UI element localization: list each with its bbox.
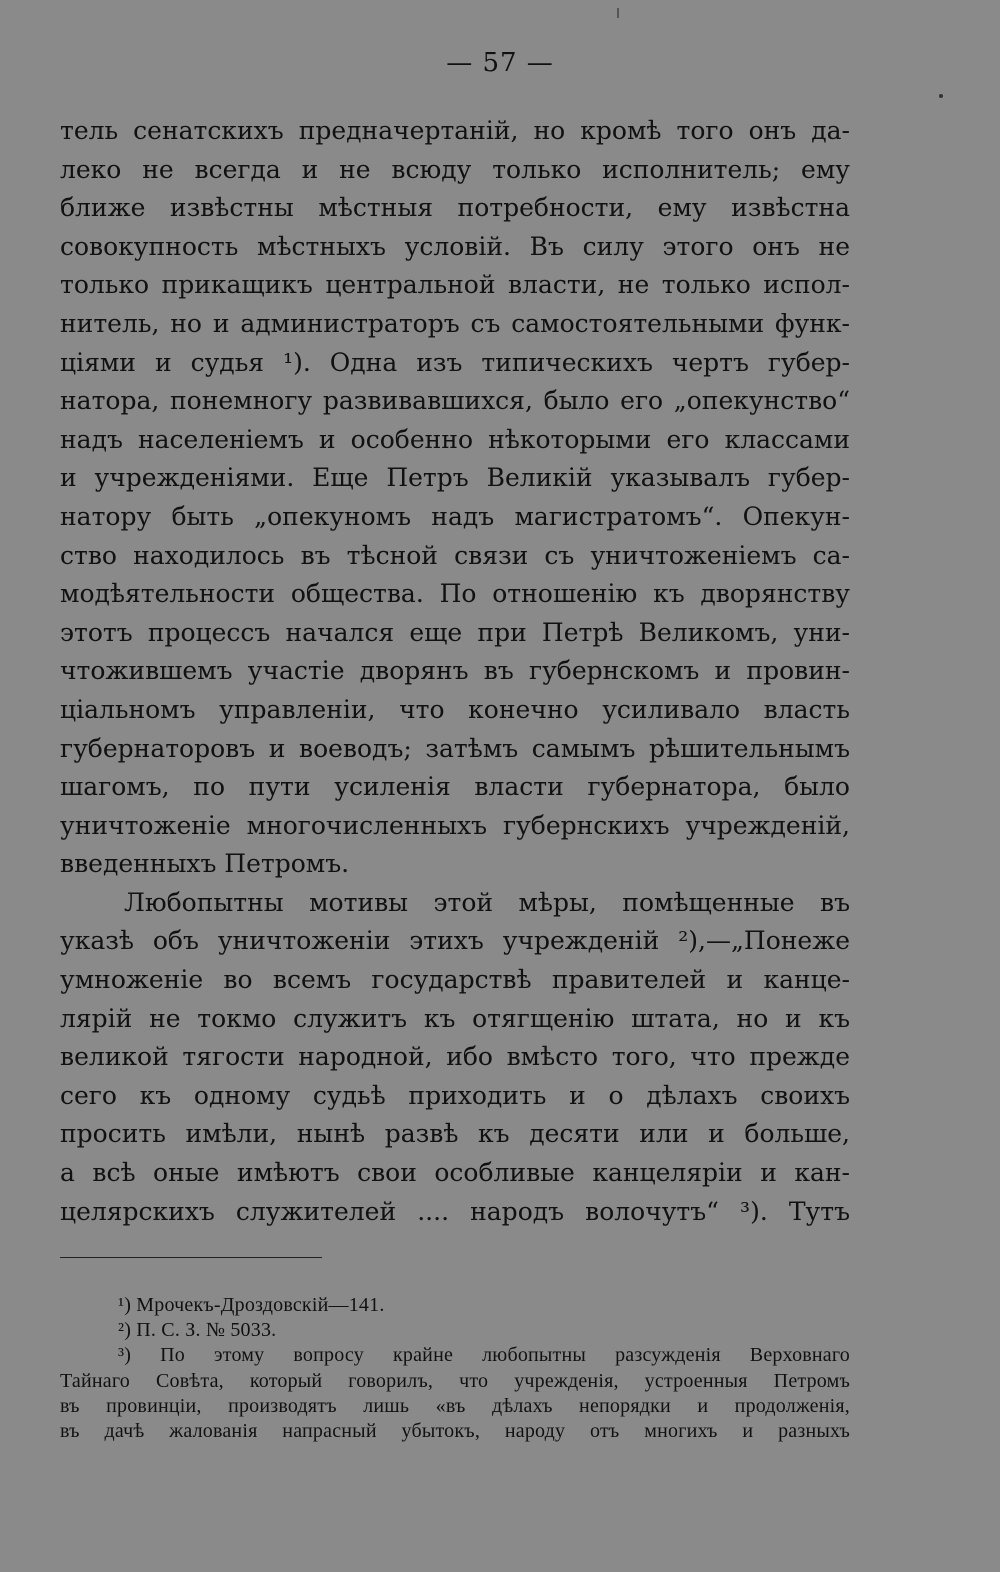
text-line: ство находилось въ тѣсной связи съ уничтоженіемъ са-	[60, 540, 850, 570]
text-line: просить имѣли, нынѣ развѣ къ десяти или и больше,	[60, 1119, 850, 1149]
text-line: сего къ одному судьѣ приходить и о дѣлахъ своихъ	[60, 1080, 850, 1110]
footnote-3: ³) По этому вопросу крайне любопытны разсужденія Верховнаго	[118, 1344, 850, 1367]
text-line: леко не всегда и не всюду только исполнитель; ему	[60, 154, 850, 184]
text-line: этотъ процессъ начался еще при Петрѣ Великомъ, уни-	[60, 617, 850, 647]
text-line: целярскихъ служителей .... народъ волочутъ“ ³). Тутъ	[60, 1196, 850, 1226]
text-line: надъ населеніемъ и особенно нѣкоторыми его классами	[60, 424, 850, 454]
text-line: натора, понемногу развивавшихся, было его „опекунство“	[60, 386, 850, 416]
footnote-2: ²) П. С. З. № 5033.	[118, 1319, 277, 1342]
scan-dot	[939, 94, 943, 98]
text-line: только прикащикъ центральной власти, не только испол-	[60, 270, 850, 300]
text-line: чтожившемъ участіе дворянъ въ губернскомъ и провин-	[60, 656, 850, 686]
page-number: — 57 —	[446, 48, 554, 78]
text-line: нитель, но и администраторъ съ самостоятельными функ-	[60, 308, 850, 338]
main-text	[60, 112, 850, 1231]
text-line: лярій не токмо служитъ къ отягщенію штата, но и къ	[60, 1003, 850, 1033]
text-line: и учрежденіями. Еще Петръ Великій указывалъ губер-	[60, 463, 850, 493]
text-line: ціальномъ управленіи, что конечно усиливало власть	[60, 694, 850, 724]
text-line-paragraph-start: Любопытны мотивы этой мѣры, помѣщенные въ	[124, 887, 850, 917]
text-line: а всѣ оные имѣютъ свои особливые канцеляріи и кан-	[60, 1158, 850, 1188]
text-line: шагомъ, по пути усиленія власти губернатора, было	[60, 772, 850, 802]
text-line: натору быть „опекуномъ надъ магистратомъ“. Опекун-	[60, 501, 850, 531]
footnote-1: ¹) Мрочекъ-Дроздовскій—141.	[118, 1294, 385, 1316]
footnote-3-line: въ провинціи, производятъ лишь «въ дѣлахъ непорядки и продолженія,	[60, 1394, 850, 1417]
footnote-3-line: въ дачѣ жалованія напрасный убытокъ, народу отъ многихъ и разныхъ	[60, 1419, 850, 1442]
text-line: уничтоженіе многочисленныхъ губернскихъ учрежденій,	[60, 810, 850, 840]
text-line-paragraph-end: введенныхъ Петромъ.	[60, 849, 350, 879]
text-line: модѣятельности общества. По отношенію къ дворянству	[60, 579, 850, 609]
text-line: великой тягости народной, ибо вмѣсто того, что прежде	[60, 1042, 850, 1072]
text-line: ближе извѣстны мѣстныя потребности, ему извѣстна	[60, 193, 850, 223]
footnote-3-line: Тайнаго Совѣта, который говорилъ, что учрежденія, устроенныя Петромъ	[60, 1369, 850, 1392]
footnote-divider	[60, 1257, 322, 1258]
footnotes	[60, 1293, 850, 1444]
text-line: ціями и судья ¹). Одна изъ типическихъ чертъ губер-	[60, 347, 850, 377]
text-line: тель сенатскихъ предначертаній, но кромѣ того онъ да-	[60, 116, 850, 145]
text-line: губернаторовъ и воеводъ; затѣмъ самымъ рѣшительнымъ	[60, 733, 850, 763]
text-line: совокупность мѣстныхъ условій. Въ силу этого онъ не	[60, 231, 850, 261]
text-line: указѣ объ уничтоженіи этихъ учрежденій ²),—„Понеже	[60, 926, 850, 956]
scan-mark	[617, 8, 619, 18]
text-line: умноженіе во всемъ государствѣ правителей и канце-	[60, 965, 850, 995]
